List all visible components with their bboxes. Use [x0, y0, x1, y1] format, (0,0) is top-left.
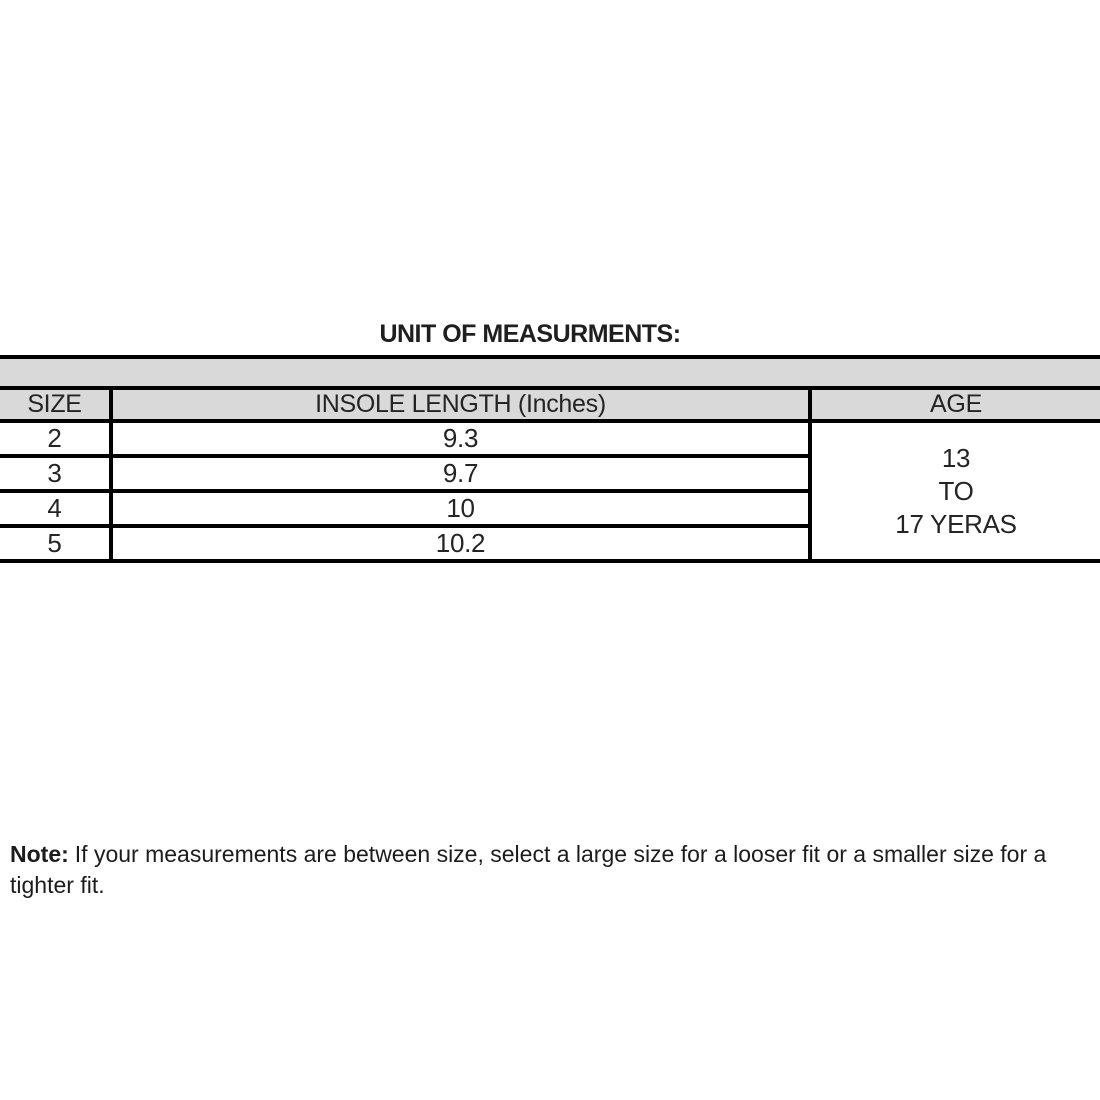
age-line-3: 17 YERAS [895, 508, 1017, 539]
note-label: Note: [10, 841, 69, 867]
size-value: 2 [0, 421, 111, 456]
age-cell [810, 421, 1100, 561]
page-title: UNIT OF MEASURMENTS: [379, 320, 681, 348]
age-line-1: 13 [941, 442, 971, 473]
insole-length-value: 10 [111, 491, 810, 526]
column-header-age: AGE [810, 388, 1100, 421]
insole-length-value: 10.2 [111, 526, 810, 561]
column-header-size: SIZE [0, 388, 111, 421]
size-value: 3 [0, 456, 111, 491]
column-header-insole-length: INSOLE LENGTH (Inches) [111, 388, 810, 421]
size-value: 5 [0, 526, 111, 561]
age-line-2: TO [938, 475, 974, 506]
table-row [0, 421, 1100, 456]
table-top-band-row [0, 357, 1100, 388]
note [10, 839, 1095, 901]
insole-length-value: 9.7 [111, 456, 810, 491]
note-text: If your measurements are between size, select a large size for a looser fit or a smaller size for a tighter fit. [10, 841, 1047, 898]
size-value: 4 [0, 491, 111, 526]
table-header-row [0, 388, 1100, 421]
top-band-cell [0, 357, 1100, 388]
insole-length-value: 9.3 [111, 421, 810, 456]
size-chart-table [0, 355, 1100, 563]
